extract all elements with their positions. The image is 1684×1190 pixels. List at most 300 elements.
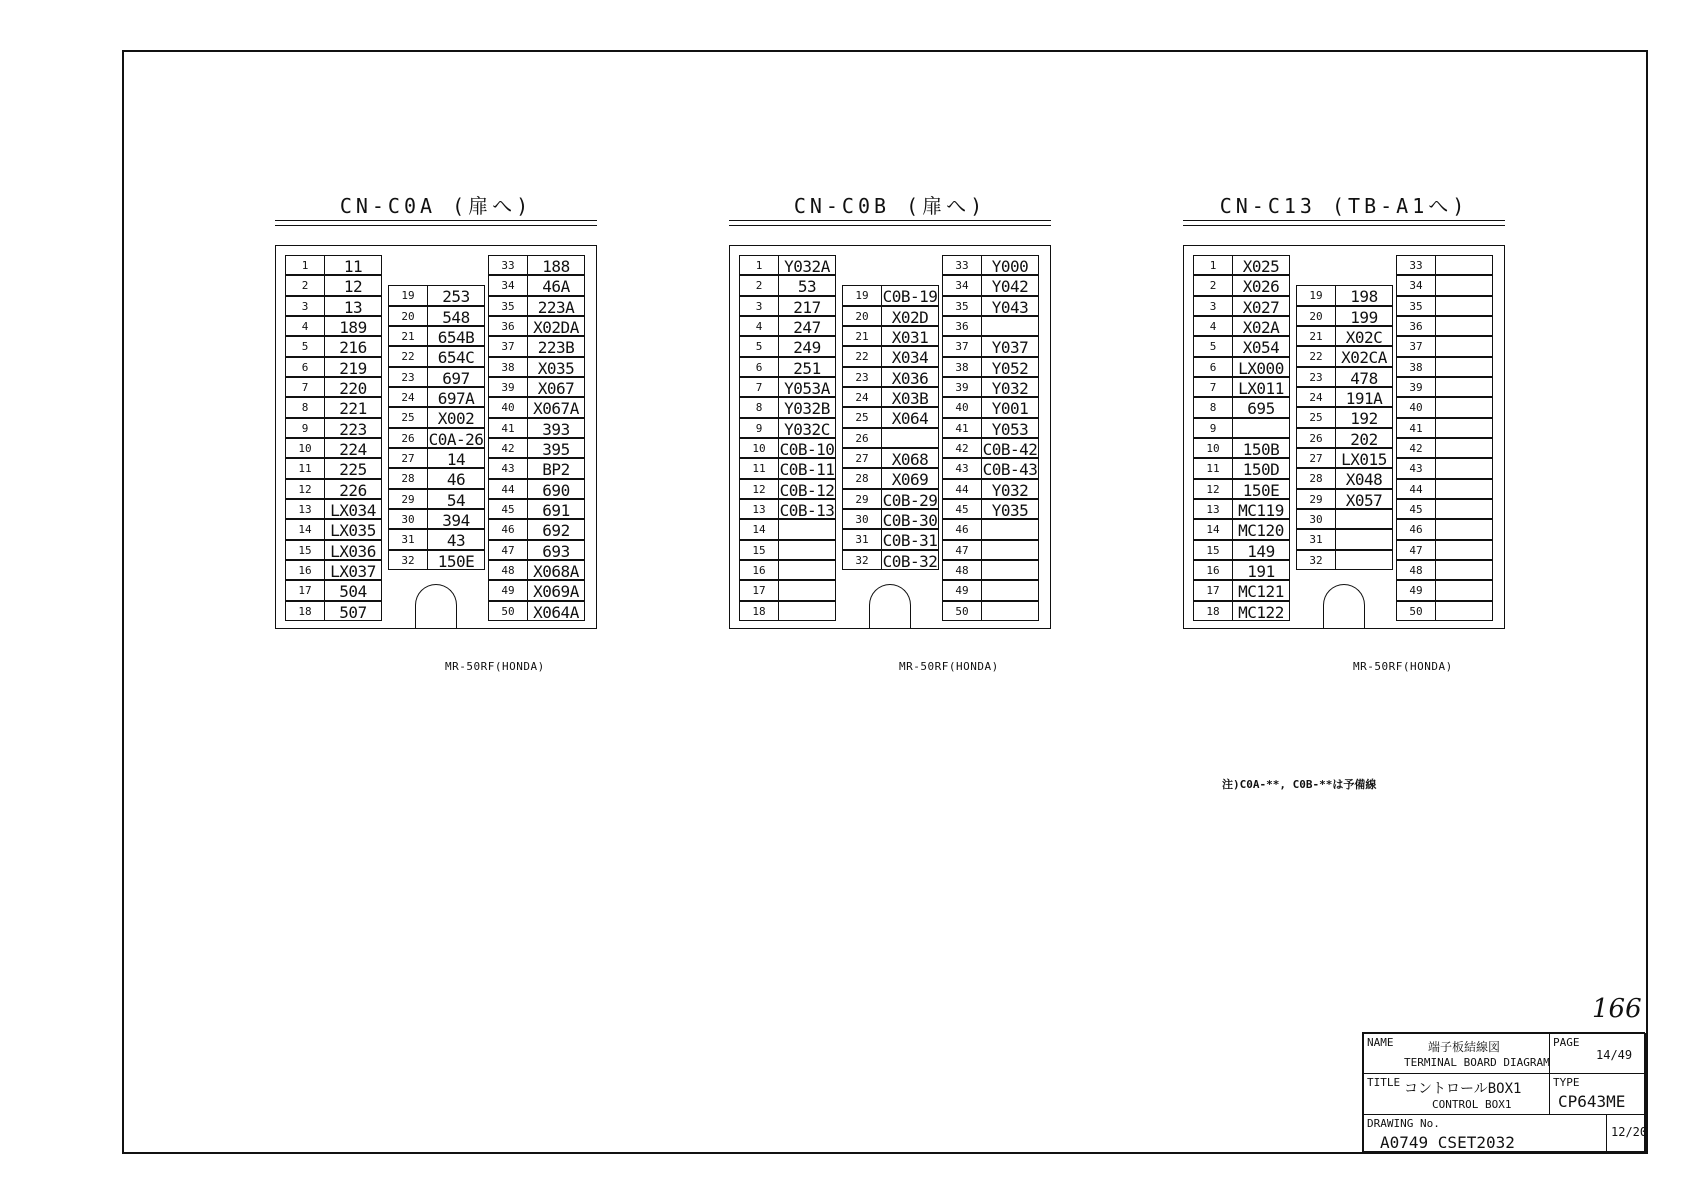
pin-row	[285, 560, 382, 580]
pin-number: 22	[1296, 346, 1336, 366]
pin-number: 1	[285, 255, 325, 275]
pin-number: 45	[942, 499, 982, 519]
pin-signal: 393	[527, 418, 585, 438]
pin-row	[1396, 418, 1493, 438]
pin-signal: Y037	[981, 336, 1039, 356]
pin-signal: MC120	[1232, 519, 1290, 539]
sheet-cell	[1606, 1114, 1646, 1153]
pin-number: 44	[1396, 479, 1436, 499]
pin-number: 48	[488, 560, 528, 580]
pin-number: 46	[942, 519, 982, 539]
pin-number: 29	[1296, 489, 1336, 509]
pin-signal: X068	[881, 448, 939, 468]
pin-row	[942, 316, 1039, 336]
pin-row	[942, 458, 1039, 478]
pin-number: 40	[488, 397, 528, 417]
pin-signal: 12	[324, 275, 382, 295]
pin-row	[1193, 397, 1290, 417]
pin-number: 12	[1193, 479, 1233, 499]
pin-row	[1396, 296, 1493, 316]
pin-signal: X069A	[527, 580, 585, 600]
pin-row	[942, 296, 1039, 316]
pin-number: 15	[1193, 540, 1233, 560]
pin-signal: C0B-30	[882, 511, 938, 531]
type-cell	[1549, 1073, 1646, 1115]
pin-row	[739, 275, 836, 295]
pin-signal: X036	[881, 367, 939, 387]
pin-signal: LX000	[1232, 357, 1290, 377]
pin-row	[285, 316, 382, 336]
page-label: PAGE	[1553, 1036, 1580, 1049]
pin-number: 7	[1193, 377, 1233, 397]
pin-signal: 695	[1232, 397, 1290, 417]
pin-signal: X064	[881, 407, 939, 427]
pin-signal: Y043	[981, 296, 1039, 316]
pin-signal	[1435, 296, 1493, 316]
pin-row	[1193, 479, 1290, 499]
pin-signal: C0B-29	[882, 490, 938, 510]
pin-signal: C0B-11	[779, 460, 835, 480]
pin-number: 2	[285, 275, 325, 295]
pin-signal	[881, 428, 939, 448]
pin-signal: 202	[1335, 428, 1393, 448]
pin-number: 45	[488, 499, 528, 519]
type-label: TYPE	[1553, 1076, 1580, 1089]
connector-title: CN-C13 (TB-A1へ)	[1219, 194, 1469, 218]
pin-number: 18	[285, 601, 325, 621]
pin-number: 32	[388, 550, 428, 570]
pin-number: 10	[285, 438, 325, 458]
pin-row	[1296, 550, 1393, 570]
pin-row	[942, 357, 1039, 377]
pin-row	[739, 296, 836, 316]
pin-number: 33	[1396, 255, 1436, 275]
pin-number: 19	[842, 285, 882, 305]
pin-row	[1193, 540, 1290, 560]
pin-signal: 14	[427, 448, 485, 468]
connector-title: CN-C0B (扉へ)	[793, 194, 987, 218]
connector-1	[729, 190, 1051, 680]
pin-number: 23	[1296, 367, 1336, 387]
pin-row	[739, 499, 836, 519]
pin-number: 27	[388, 448, 428, 468]
pin-row	[488, 580, 585, 600]
connector-0	[275, 190, 597, 680]
pin-signal: Y053A	[778, 377, 836, 397]
pin-row	[285, 296, 382, 316]
pin-signal: X026	[1232, 275, 1290, 295]
pin-row	[1193, 601, 1290, 621]
pin-number: 16	[739, 560, 779, 580]
pin-number: 12	[285, 479, 325, 499]
pin-row	[1396, 580, 1493, 600]
pin-signal	[778, 540, 836, 560]
pin-number: 34	[942, 275, 982, 295]
pin-row	[842, 285, 939, 305]
pin-number: 38	[942, 357, 982, 377]
pin-row	[942, 255, 1039, 275]
pin-signal	[981, 316, 1039, 336]
pin-signal	[1435, 601, 1493, 621]
pin-number: 7	[739, 377, 779, 397]
pin-row	[285, 377, 382, 397]
pin-number: 1	[739, 255, 779, 275]
pin-signal	[778, 519, 836, 539]
pin-signal: X02DA	[527, 316, 585, 336]
pin-number: 50	[1396, 601, 1436, 621]
pin-number: 24	[1296, 387, 1336, 407]
pin-row	[942, 499, 1039, 519]
pin-row	[1193, 316, 1290, 336]
pin-row	[942, 560, 1039, 580]
pin-row	[285, 255, 382, 275]
pin-row	[1193, 336, 1290, 356]
pin-row	[488, 357, 585, 377]
pin-number: 25	[842, 407, 882, 427]
pin-row	[1396, 316, 1493, 336]
pin-number: 9	[285, 418, 325, 438]
connector-part-number: MR-50RF(HONDA)	[1353, 660, 1453, 673]
pin-signal	[778, 560, 836, 580]
pin-row	[842, 468, 939, 488]
pin-row	[1296, 489, 1393, 509]
pin-row	[1396, 397, 1493, 417]
pin-signal: Y052	[981, 357, 1039, 377]
pin-signal: X02CA	[1335, 346, 1393, 366]
pin-number: 42	[488, 438, 528, 458]
pin-signal	[778, 580, 836, 600]
pin-signal: MC121	[1232, 580, 1290, 600]
pin-row	[388, 285, 485, 305]
title-cell	[1363, 1073, 1550, 1115]
pin-signal: C0B-12	[779, 480, 835, 500]
pin-number: 13	[739, 499, 779, 519]
pin-signal: 188	[527, 255, 585, 275]
pin-row	[285, 275, 382, 295]
pin-number: 35	[488, 296, 528, 316]
pin-signal: 697	[427, 367, 485, 387]
pin-row	[488, 499, 585, 519]
pin-signal	[1435, 580, 1493, 600]
pin-signal: X031	[881, 326, 939, 346]
pin-number: 31	[388, 529, 428, 549]
pin-signal: X034	[881, 346, 939, 366]
pin-row	[1193, 519, 1290, 539]
pin-row	[942, 601, 1039, 621]
pin-row	[739, 255, 836, 275]
name-cell	[1363, 1033, 1550, 1074]
pin-row	[942, 336, 1039, 356]
pin-row	[1396, 519, 1493, 539]
pin-signal: LX034	[324, 499, 382, 519]
pin-row	[488, 519, 585, 539]
page-cell	[1549, 1033, 1646, 1074]
pin-row	[842, 448, 939, 468]
connector-key-notch	[415, 584, 457, 628]
pin-row	[388, 489, 485, 509]
pin-row	[285, 357, 382, 377]
pin-row	[739, 336, 836, 356]
pin-number: 8	[1193, 397, 1233, 417]
pin-row	[488, 601, 585, 621]
pin-number: 10	[739, 438, 779, 458]
pin-number: 43	[942, 458, 982, 478]
pin-number: 11	[739, 458, 779, 478]
pin-row	[739, 357, 836, 377]
pin-number: 38	[488, 357, 528, 377]
pin-signal: LX035	[324, 519, 382, 539]
pin-signal: X054	[1232, 336, 1290, 356]
pin-number: 20	[842, 306, 882, 326]
pin-row	[1396, 601, 1493, 621]
pin-number: 49	[488, 580, 528, 600]
title-en: CONTROL BOX1	[1432, 1098, 1512, 1111]
pin-number: 3	[1193, 296, 1233, 316]
pin-number: 50	[488, 601, 528, 621]
pin-row	[1296, 346, 1393, 366]
pin-row	[1296, 387, 1393, 407]
pin-row	[1193, 499, 1290, 519]
pin-number: 41	[1396, 418, 1436, 438]
pin-row	[739, 519, 836, 539]
connector-pin-table	[275, 245, 597, 629]
pin-number: 32	[842, 550, 882, 570]
pin-signal	[981, 519, 1039, 539]
pin-row	[1296, 448, 1393, 468]
drawing-cell	[1363, 1114, 1607, 1153]
pin-number: 30	[1296, 509, 1336, 529]
name-jp: 端子板結線図	[1428, 1040, 1501, 1054]
pin-row	[388, 407, 485, 427]
pin-number: 32	[1296, 550, 1336, 570]
pin-signal: 693	[527, 540, 585, 560]
pin-signal: 690	[527, 479, 585, 499]
pin-row	[842, 428, 939, 448]
page-value: 14/49	[1596, 1048, 1633, 1062]
pin-number: 14	[739, 519, 779, 539]
pin-signal: 11	[324, 255, 382, 275]
pin-signal	[778, 601, 836, 621]
pin-row	[739, 601, 836, 621]
title-underline	[729, 220, 1051, 226]
pin-number: 39	[1396, 377, 1436, 397]
pin-row	[388, 326, 485, 346]
pin-row	[1396, 377, 1493, 397]
pin-number: 46	[1396, 519, 1436, 539]
pin-row	[842, 306, 939, 326]
pin-row	[488, 418, 585, 438]
pin-row	[488, 397, 585, 417]
pin-number: 8	[285, 397, 325, 417]
pin-number: 4	[739, 316, 779, 336]
pin-row	[1396, 540, 1493, 560]
pin-signal: Y035	[981, 499, 1039, 519]
drawing-value: A0749 CSET2032	[1380, 1133, 1515, 1152]
pin-row	[1396, 479, 1493, 499]
pin-signal: X02A	[1232, 316, 1290, 336]
pin-signal: 223A	[527, 296, 585, 316]
pin-number: 17	[1193, 580, 1233, 600]
pin-number: 48	[1396, 560, 1436, 580]
pin-signal: Y053	[981, 418, 1039, 438]
pin-number: 47	[942, 540, 982, 560]
pin-row	[942, 479, 1039, 499]
pin-row	[1296, 367, 1393, 387]
pin-number: 18	[1193, 601, 1233, 621]
pin-signal: X067A	[527, 397, 585, 417]
pin-row	[842, 346, 939, 366]
sheet-value: 12/20	[1611, 1125, 1648, 1139]
pin-number: 14	[1193, 519, 1233, 539]
pin-signal	[981, 560, 1039, 580]
pin-number: 22	[388, 346, 428, 366]
pin-number: 36	[942, 316, 982, 336]
pin-number: 42	[1396, 438, 1436, 458]
pin-signal: LX011	[1232, 377, 1290, 397]
pin-row	[739, 397, 836, 417]
pin-row	[942, 540, 1039, 560]
pin-number: 21	[388, 326, 428, 346]
pin-row	[942, 519, 1039, 539]
pin-number: 5	[285, 336, 325, 356]
pin-row	[1193, 296, 1290, 316]
pin-row	[285, 479, 382, 499]
pin-number: 30	[842, 509, 882, 529]
pin-row	[488, 296, 585, 316]
pin-number: 34	[1396, 275, 1436, 295]
pin-number: 40	[1396, 397, 1436, 417]
pin-number: 9	[1193, 418, 1233, 438]
pin-row	[388, 509, 485, 529]
pin-row	[285, 580, 382, 600]
pin-number: 27	[842, 448, 882, 468]
pin-signal: LX015	[1335, 448, 1393, 468]
pin-signal: C0B-10	[779, 439, 835, 459]
pin-number: 18	[739, 601, 779, 621]
pin-number: 3	[739, 296, 779, 316]
pin-signal	[1335, 529, 1393, 549]
pin-signal: Y001	[981, 397, 1039, 417]
pin-row	[842, 550, 939, 570]
pin-signal: 46	[427, 468, 485, 488]
pin-number: 15	[285, 540, 325, 560]
pin-signal	[1435, 499, 1493, 519]
pin-signal	[1335, 550, 1393, 570]
pin-number: 12	[739, 479, 779, 499]
pin-signal: X064A	[527, 601, 585, 621]
pin-number: 49	[942, 580, 982, 600]
pin-row	[488, 377, 585, 397]
pin-number: 37	[1396, 336, 1436, 356]
pin-number: 6	[739, 357, 779, 377]
pin-signal	[1435, 458, 1493, 478]
pin-signal: 247	[778, 316, 836, 336]
pin-number: 24	[388, 387, 428, 407]
pin-signal: X027	[1232, 296, 1290, 316]
pin-row	[388, 367, 485, 387]
pin-number: 28	[1296, 468, 1336, 488]
pin-signal: 219	[324, 357, 382, 377]
pin-row	[942, 397, 1039, 417]
pin-signal	[1435, 336, 1493, 356]
pin-row	[842, 326, 939, 346]
pin-number: 16	[1193, 560, 1233, 580]
pin-row	[388, 550, 485, 570]
pin-number: 1	[1193, 255, 1233, 275]
pin-signal	[1435, 479, 1493, 499]
pin-signal: X069	[881, 468, 939, 488]
pin-number: 33	[942, 255, 982, 275]
pin-row	[488, 438, 585, 458]
pin-number: 22	[842, 346, 882, 366]
pin-signal: 654B	[427, 326, 485, 346]
pin-signal: 192	[1335, 407, 1393, 427]
pin-signal: 394	[427, 509, 485, 529]
pin-signal: 191A	[1335, 387, 1393, 407]
pin-number: 25	[1296, 407, 1336, 427]
pin-signal	[1435, 357, 1493, 377]
connector-title: CN-C0A (扉へ)	[339, 194, 533, 218]
pin-row	[285, 397, 382, 417]
pin-row	[842, 529, 939, 549]
pin-signal: Y032B	[778, 397, 836, 417]
pin-row	[1193, 377, 1290, 397]
pin-number: 6	[285, 357, 325, 377]
pin-row	[739, 479, 836, 499]
pin-signal	[1435, 397, 1493, 417]
pin-number: 24	[842, 387, 882, 407]
title-underline	[275, 220, 597, 226]
pin-number: 4	[1193, 316, 1233, 336]
pin-signal	[1335, 509, 1393, 529]
pin-row	[1396, 275, 1493, 295]
pin-row	[1296, 326, 1393, 346]
pin-number: 34	[488, 275, 528, 295]
pin-number: 49	[1396, 580, 1436, 600]
pin-number: 29	[842, 489, 882, 509]
pin-signal: 150E	[427, 550, 485, 570]
connector-pin-table	[729, 245, 1051, 629]
drawing-label: DRAWING No.	[1367, 1117, 1440, 1130]
pin-number: 44	[942, 479, 982, 499]
pin-row	[1193, 418, 1290, 438]
pin-signal: 54	[427, 489, 485, 509]
name-en: TERMINAL BOARD DIAGRAM	[1404, 1056, 1550, 1069]
pin-number: 41	[942, 418, 982, 438]
spare-wire-note: 注)C0A-**, C0B-**は予備線	[1222, 778, 1377, 791]
pin-number: 33	[488, 255, 528, 275]
pin-signal: X035	[527, 357, 585, 377]
pin-number: 26	[1296, 428, 1336, 448]
pin-number: 14	[285, 519, 325, 539]
pin-row	[1193, 560, 1290, 580]
pin-row	[942, 580, 1039, 600]
pin-signal: 199	[1335, 306, 1393, 326]
pin-number: 17	[285, 580, 325, 600]
pin-signal: 223B	[527, 336, 585, 356]
pin-row	[1193, 580, 1290, 600]
pin-number: 9	[739, 418, 779, 438]
pin-signal	[1435, 377, 1493, 397]
pin-signal: X025	[1232, 255, 1290, 275]
pin-signal: X02D	[881, 306, 939, 326]
pin-row	[739, 377, 836, 397]
pin-signal: 198	[1335, 285, 1393, 305]
pin-row	[388, 529, 485, 549]
pin-row	[1396, 438, 1493, 458]
pin-number: 19	[388, 285, 428, 305]
pin-number: 37	[942, 336, 982, 356]
